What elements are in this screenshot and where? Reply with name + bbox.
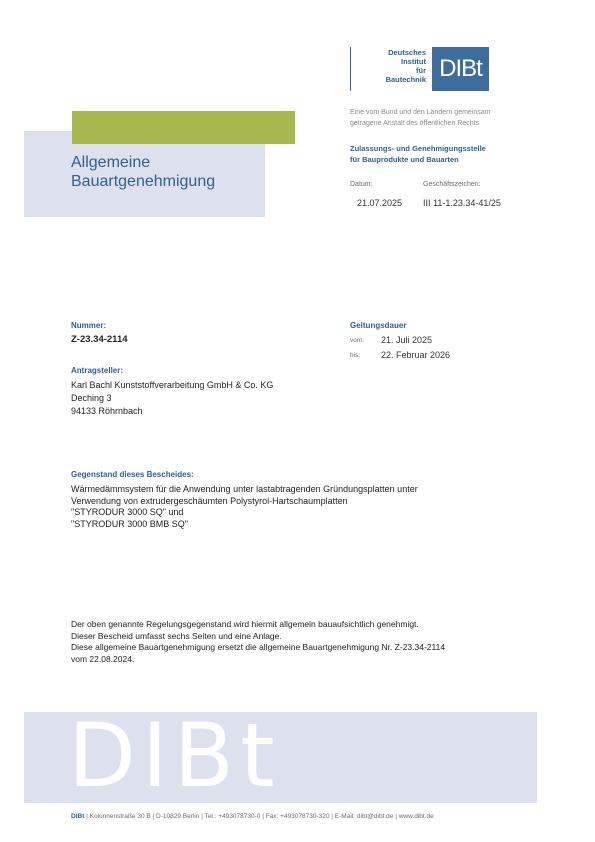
valid-from-value: 21. Juli 2025 xyxy=(381,335,433,345)
unit-line: für Bauprodukte und Bauarten xyxy=(350,155,459,164)
applicant-label: Antragsteller: xyxy=(71,366,124,375)
reference-label: Geschäftszeichen: xyxy=(423,181,481,188)
applicant-line: Deching 3 xyxy=(71,393,112,403)
org-line: getragene Anstalt des öffentlichen Rechts xyxy=(350,119,480,127)
contact-line xyxy=(71,813,434,820)
institute-name xyxy=(356,48,426,84)
statement-line: Diese allgemeine Bauartgenehmigung ersetzt die allgemeine Bauartgenehmigung Nr. Z-23.34-2114 xyxy=(71,642,446,652)
subject-label: Gegenstand dieses Bescheides: xyxy=(71,470,194,479)
applicant-line: Karl Bachl Kunststoffverarbeitung GmbH & Co. KG xyxy=(71,380,274,390)
validity-label: Geltungsdauer xyxy=(350,321,407,330)
statement-line: Der oben genannte Regelungsgegenstand wird hiermit allgemein bauaufsichtlich genehmigt. xyxy=(71,619,419,629)
document-title xyxy=(71,153,215,191)
subject-line: Verwendung von extrudergeschäumten Polystyrol-Hartschaumplatten xyxy=(71,495,348,506)
approval-statement xyxy=(71,619,531,665)
subject-text xyxy=(71,484,511,530)
dibt-logo-text: DIBt xyxy=(439,55,482,82)
date-value: 21.07.2025 xyxy=(357,198,403,208)
institute-name-line: Institut xyxy=(401,57,426,66)
valid-from-label: vom: xyxy=(350,337,365,344)
contact-details: | Kolonnenstraße 30 B | D-10829 Berlin | Tel.: +493078730-0 | Fax: +493078730-320 | E-Mail: dibt@dibt.de | www.dibt.de xyxy=(84,813,434,820)
title-line: Allgemeine xyxy=(71,154,151,171)
dibt-watermark: DIBt xyxy=(68,712,281,803)
approval-number: Z-23.34-2114 xyxy=(71,334,128,345)
organisation-description xyxy=(350,108,550,129)
title-line: Bauartgenehmigung xyxy=(71,173,216,190)
accent-bar xyxy=(72,111,295,144)
date-label: Datum: xyxy=(350,181,373,188)
institute-name-line: Deutsches xyxy=(388,48,426,57)
subject-line: "STYRODUR 3000 SQ" und xyxy=(71,507,184,517)
applicant-address xyxy=(71,379,273,418)
subject-line: "STYRODUR 3000 BMB SQ" xyxy=(71,518,188,529)
issuing-unit xyxy=(350,143,550,165)
logo-divider xyxy=(350,47,351,91)
org-line: Eine vom Bund und den Ländern gemeinsam xyxy=(350,109,491,116)
applicant-line: 94133 Röhrnbach xyxy=(71,406,143,416)
valid-to-value: 22. Februar 2026 xyxy=(381,350,451,360)
institute-name-line: Bautechnik xyxy=(385,75,426,84)
number-label: Nummer: xyxy=(71,321,107,330)
reference-value: III 11-1.23.34-41/25 xyxy=(423,198,501,208)
dibt-logo xyxy=(432,47,489,91)
subject-line: Wärmedämmsystem für die Anwendung unter lastabtragenden Gründungsplatten unter xyxy=(71,484,418,494)
statement-line: Dieser Bescheid umfasst sechs Seiten und eine Anlage. xyxy=(71,630,282,641)
contact-brand: DIBt xyxy=(71,813,85,820)
valid-to-label: bis: xyxy=(350,352,361,359)
unit-line: Zulassungs- und Genehmigungsstelle xyxy=(350,144,486,153)
institute-name-line: für xyxy=(416,66,426,75)
statement-line: vom 22.08.2024. xyxy=(71,653,135,664)
footer-band xyxy=(24,712,537,803)
